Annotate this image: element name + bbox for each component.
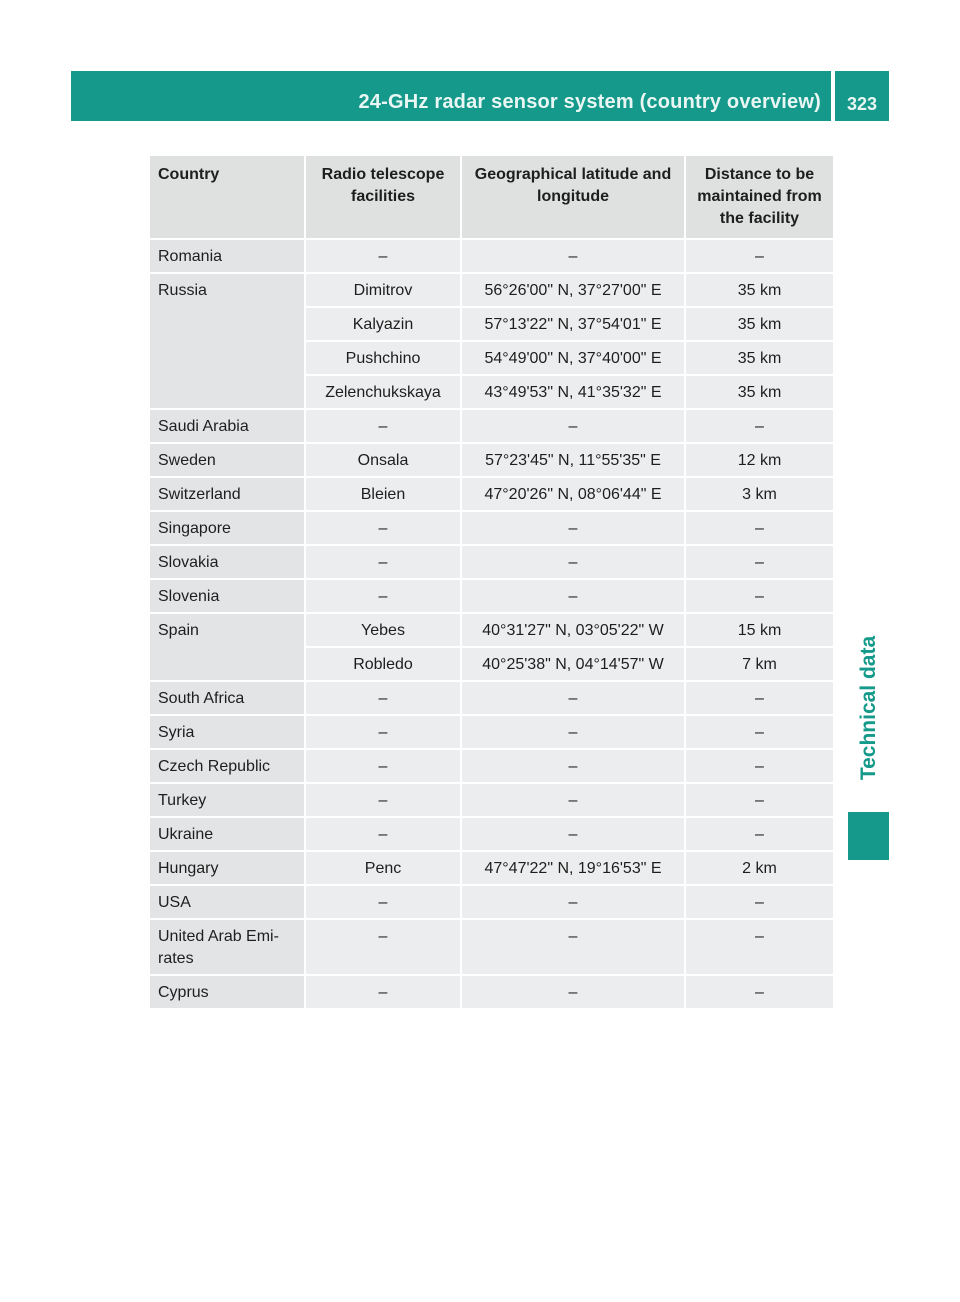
side-tab <box>848 610 889 805</box>
coordinates-cell: 57°23'45" N, 11°55'35" E <box>461 443 685 477</box>
table-header-row <box>149 155 834 239</box>
country-cell: Syria <box>149 715 305 749</box>
country-cell: Czech Republic <box>149 749 305 783</box>
table-row <box>149 919 834 975</box>
coordinates-cell: – <box>461 919 685 975</box>
distance-cell: 2 km <box>685 851 834 885</box>
table-row <box>149 477 834 511</box>
facility-cell: Zelenchukskaya <box>305 375 461 409</box>
distance-cell: 7 km <box>685 647 834 681</box>
coordinates-cell: – <box>461 783 685 817</box>
country-cell: Cyprus <box>149 975 305 1009</box>
distance-cell: – <box>685 579 834 613</box>
distance-cell: – <box>685 681 834 715</box>
distance-cell: – <box>685 239 834 273</box>
distance-cell: – <box>685 511 834 545</box>
coordinates-cell: – <box>461 975 685 1009</box>
distance-cell: – <box>685 409 834 443</box>
facility-cell: Dimitrov <box>305 273 461 307</box>
country-cell: USA <box>149 885 305 919</box>
facility-cell: – <box>305 579 461 613</box>
facility-cell: Onsala <box>305 443 461 477</box>
coordinates-cell: 54°49'00" N, 37°40'00" E <box>461 341 685 375</box>
coordinates-cell: – <box>461 511 685 545</box>
country-cell: Ukraine <box>149 817 305 851</box>
country-cell: Slovakia <box>149 545 305 579</box>
facility-cell: Bleien <box>305 477 461 511</box>
country-cell: Hungary <box>149 851 305 885</box>
table-row <box>149 511 834 545</box>
facility-cell: – <box>305 681 461 715</box>
distance-cell: – <box>685 975 834 1009</box>
table-row <box>149 273 834 307</box>
country-cell: Switzerland <box>149 477 305 511</box>
coordinates-cell: 57°13'22" N, 37°54'01" E <box>461 307 685 341</box>
distance-cell: 35 km <box>685 273 834 307</box>
coordinates-cell: – <box>461 239 685 273</box>
coordinates-cell: – <box>461 579 685 613</box>
facility-cell: – <box>305 817 461 851</box>
column-header-facilities: Radio telescope facilities <box>305 155 461 239</box>
facility-cell: Penc <box>305 851 461 885</box>
distance-cell: 35 km <box>685 375 834 409</box>
distance-cell: – <box>685 885 834 919</box>
facility-cell: – <box>305 783 461 817</box>
facility-cell: – <box>305 409 461 443</box>
facility-cell: – <box>305 919 461 975</box>
country-cell: Singapore <box>149 511 305 545</box>
country-overview-table <box>148 154 835 1010</box>
facility-cell: – <box>305 511 461 545</box>
table-row <box>149 545 834 579</box>
page-number: 323 <box>846 94 878 114</box>
table-row <box>149 975 834 1009</box>
side-tab-marker <box>848 812 889 860</box>
country-cell: Saudi Arabia <box>149 409 305 443</box>
country-cell: Romania <box>149 239 305 273</box>
table-row <box>149 749 834 783</box>
table-row <box>149 783 834 817</box>
country-cell: United Arab Emi- rates <box>149 919 305 975</box>
country-cell: Turkey <box>149 783 305 817</box>
table-row <box>149 579 834 613</box>
coordinates-cell: 43°49'53" N, 41°35'32" E <box>461 375 685 409</box>
country-cell: South Africa <box>149 681 305 715</box>
coordinates-cell: 40°31'27" N, 03°05'22" W <box>461 613 685 647</box>
side-tab-label: Technical data <box>856 635 880 780</box>
distance-cell: – <box>685 545 834 579</box>
distance-cell: – <box>685 749 834 783</box>
table-row <box>149 443 834 477</box>
facility-cell: Robledo <box>305 647 461 681</box>
table-body <box>149 239 834 1009</box>
table-row <box>149 851 834 885</box>
facility-cell: – <box>305 749 461 783</box>
facility-cell: – <box>305 715 461 749</box>
facility-cell: Kalyazin <box>305 307 461 341</box>
facility-cell: Yebes <box>305 613 461 647</box>
coordinates-cell: – <box>461 885 685 919</box>
distance-cell: – <box>685 919 834 975</box>
facility-cell: – <box>305 975 461 1009</box>
coordinates-cell: 47°20'26" N, 08°06'44" E <box>461 477 685 511</box>
table-row <box>149 885 834 919</box>
header-bar <box>71 71 831 121</box>
distance-cell: 15 km <box>685 613 834 647</box>
distance-cell: 12 km <box>685 443 834 477</box>
table-row <box>149 239 834 273</box>
column-header-distance: Distance to be maintained from the facility <box>685 155 834 239</box>
coordinates-cell: – <box>461 715 685 749</box>
country-cell: Russia <box>149 273 305 409</box>
coordinates-cell: – <box>461 409 685 443</box>
table-row <box>149 715 834 749</box>
page-title: 24-GHz radar sensor system (country overview) <box>358 91 821 113</box>
table-row <box>149 817 834 851</box>
column-header-country: Country <box>149 155 305 239</box>
distance-cell: – <box>685 783 834 817</box>
coordinates-cell: – <box>461 817 685 851</box>
distance-cell: – <box>685 817 834 851</box>
table-row <box>149 409 834 443</box>
distance-cell: 3 km <box>685 477 834 511</box>
column-header-coordinates: Geographical latitude and longitude <box>461 155 685 239</box>
coordinates-cell: 40°25'38" N, 04°14'57" W <box>461 647 685 681</box>
coordinates-cell: – <box>461 545 685 579</box>
country-cell: Sweden <box>149 443 305 477</box>
facility-cell: – <box>305 239 461 273</box>
facility-cell: Pushchino <box>305 341 461 375</box>
table-row <box>149 613 834 647</box>
page-number-box <box>835 71 889 121</box>
facility-cell: – <box>305 885 461 919</box>
coordinates-cell: – <box>461 681 685 715</box>
country-cell: Slovenia <box>149 579 305 613</box>
table-row <box>149 681 834 715</box>
distance-cell: – <box>685 715 834 749</box>
distance-cell: 35 km <box>685 307 834 341</box>
coordinates-cell: – <box>461 749 685 783</box>
country-cell: Spain <box>149 613 305 681</box>
coordinates-cell: 47°47'22" N, 19°16'53" E <box>461 851 685 885</box>
coordinates-cell: 56°26'00" N, 37°27'00" E <box>461 273 685 307</box>
distance-cell: 35 km <box>685 341 834 375</box>
facility-cell: – <box>305 545 461 579</box>
